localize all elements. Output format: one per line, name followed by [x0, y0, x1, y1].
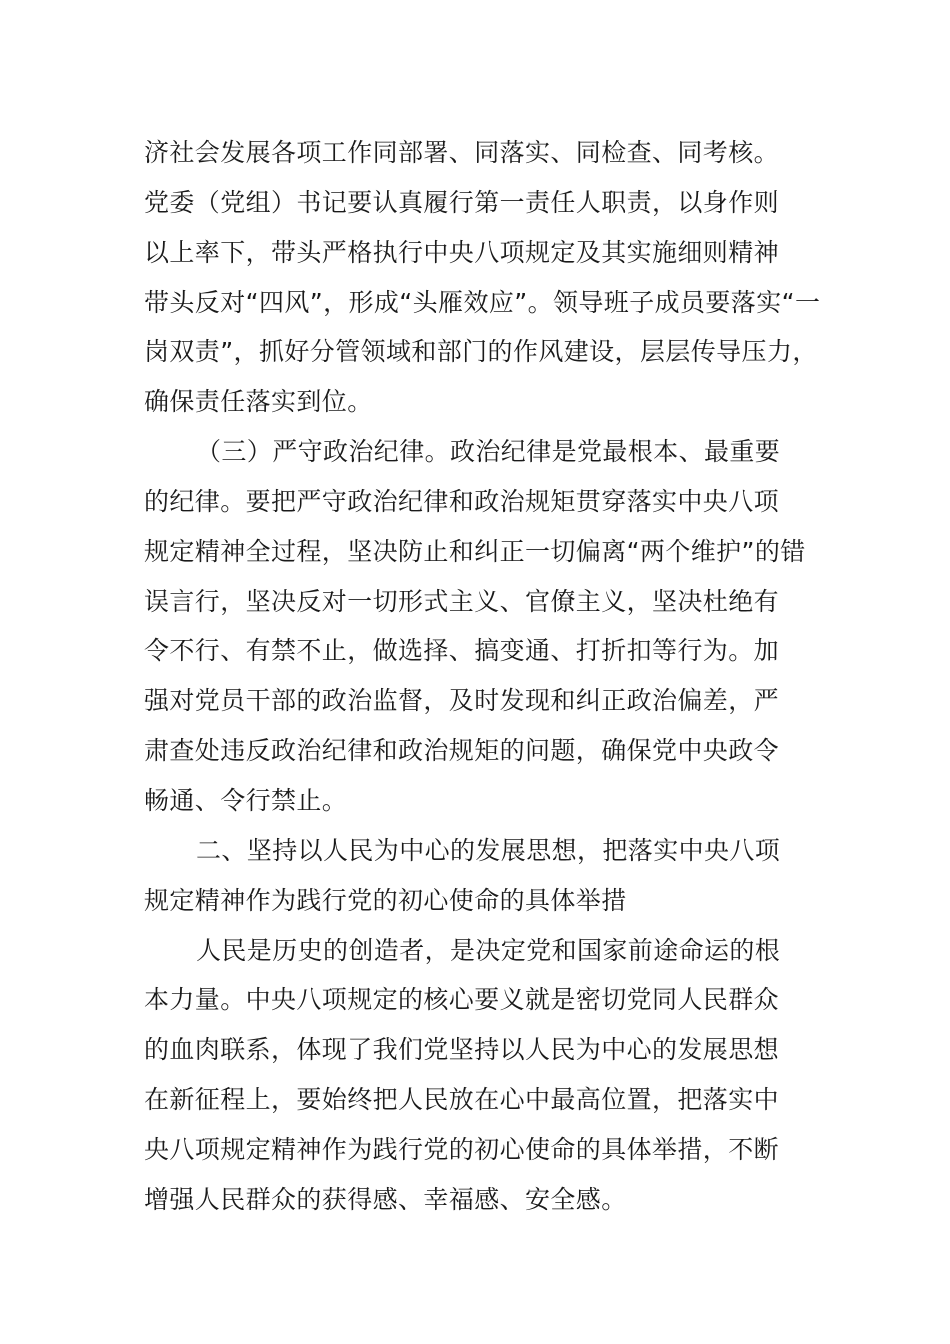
text-line: 误言行，坚决反对一切形式主义、官僚主义，坚决杜绝有: [144, 586, 780, 616]
section-heading-line: （三）严守政治纪律。政治纪律是党最根本、最重要: [196, 437, 781, 467]
text-line: 规定精神全过程，坚决防止和纠正一切偏离“两个维护”的错: [144, 536, 806, 566]
chapter-heading-line: 规定精神作为践行党的初心使命的具体举措: [144, 885, 627, 915]
text-line: 本力量。中央八项规定的核心要义就是密切党同人民群众: [144, 985, 780, 1015]
text-line: 党委（党组）书记要认真履行第一责任人职责，以身作则: [144, 187, 780, 217]
text-line: 的纪律。要把严守政治纪律和政治规矩贯穿落实中央八项: [144, 486, 780, 516]
text-line: 以上率下，带头严格执行中央八项规定及其实施细则精神: [144, 237, 780, 267]
text-line: 人民是历史的创造者，是决定党和国家前途命运的根: [196, 935, 781, 965]
document-body: [144, 128, 834, 1225]
text-line: 确保责任落实到位。: [144, 387, 373, 417]
text-line: 强对党员干部的政治监督，及时发现和纠正政治偏差，严: [144, 686, 780, 716]
text-line: 央八项规定精神作为践行党的初心使命的具体举措，不断: [144, 1134, 780, 1164]
text-line: 肃查处违反政治纪律和政治规矩的问题，确保党中央政令: [144, 736, 780, 766]
text-line: 畅通、令行禁止。: [144, 785, 348, 815]
text-line: 岗双责”，抓好分管领域和部门的作风建设，层层传导压力，: [144, 337, 818, 367]
text-line: 的血肉联系，体现了我们党坚持以人民为中心的发展思想: [144, 1035, 780, 1065]
text-line: 带头反对“四风”，形成“头雁效应”。领导班子成员要落实“一: [144, 287, 821, 317]
text-line: 在新征程上，要始终把人民放在心中最高位置，把落实中: [144, 1085, 780, 1115]
text-line: 济社会发展各项工作同部署、同落实、同检查、同考核。: [144, 138, 780, 167]
text-line: 增强人民群众的获得感、幸福感、安全感。: [144, 1184, 627, 1214]
text-line: 令不行、有禁不止，做选择、搞变通、打折扣等行为。加: [144, 636, 780, 666]
chapter-heading-line: 二、坚持以人民为中心的发展思想，把落实中央八项: [196, 835, 781, 865]
